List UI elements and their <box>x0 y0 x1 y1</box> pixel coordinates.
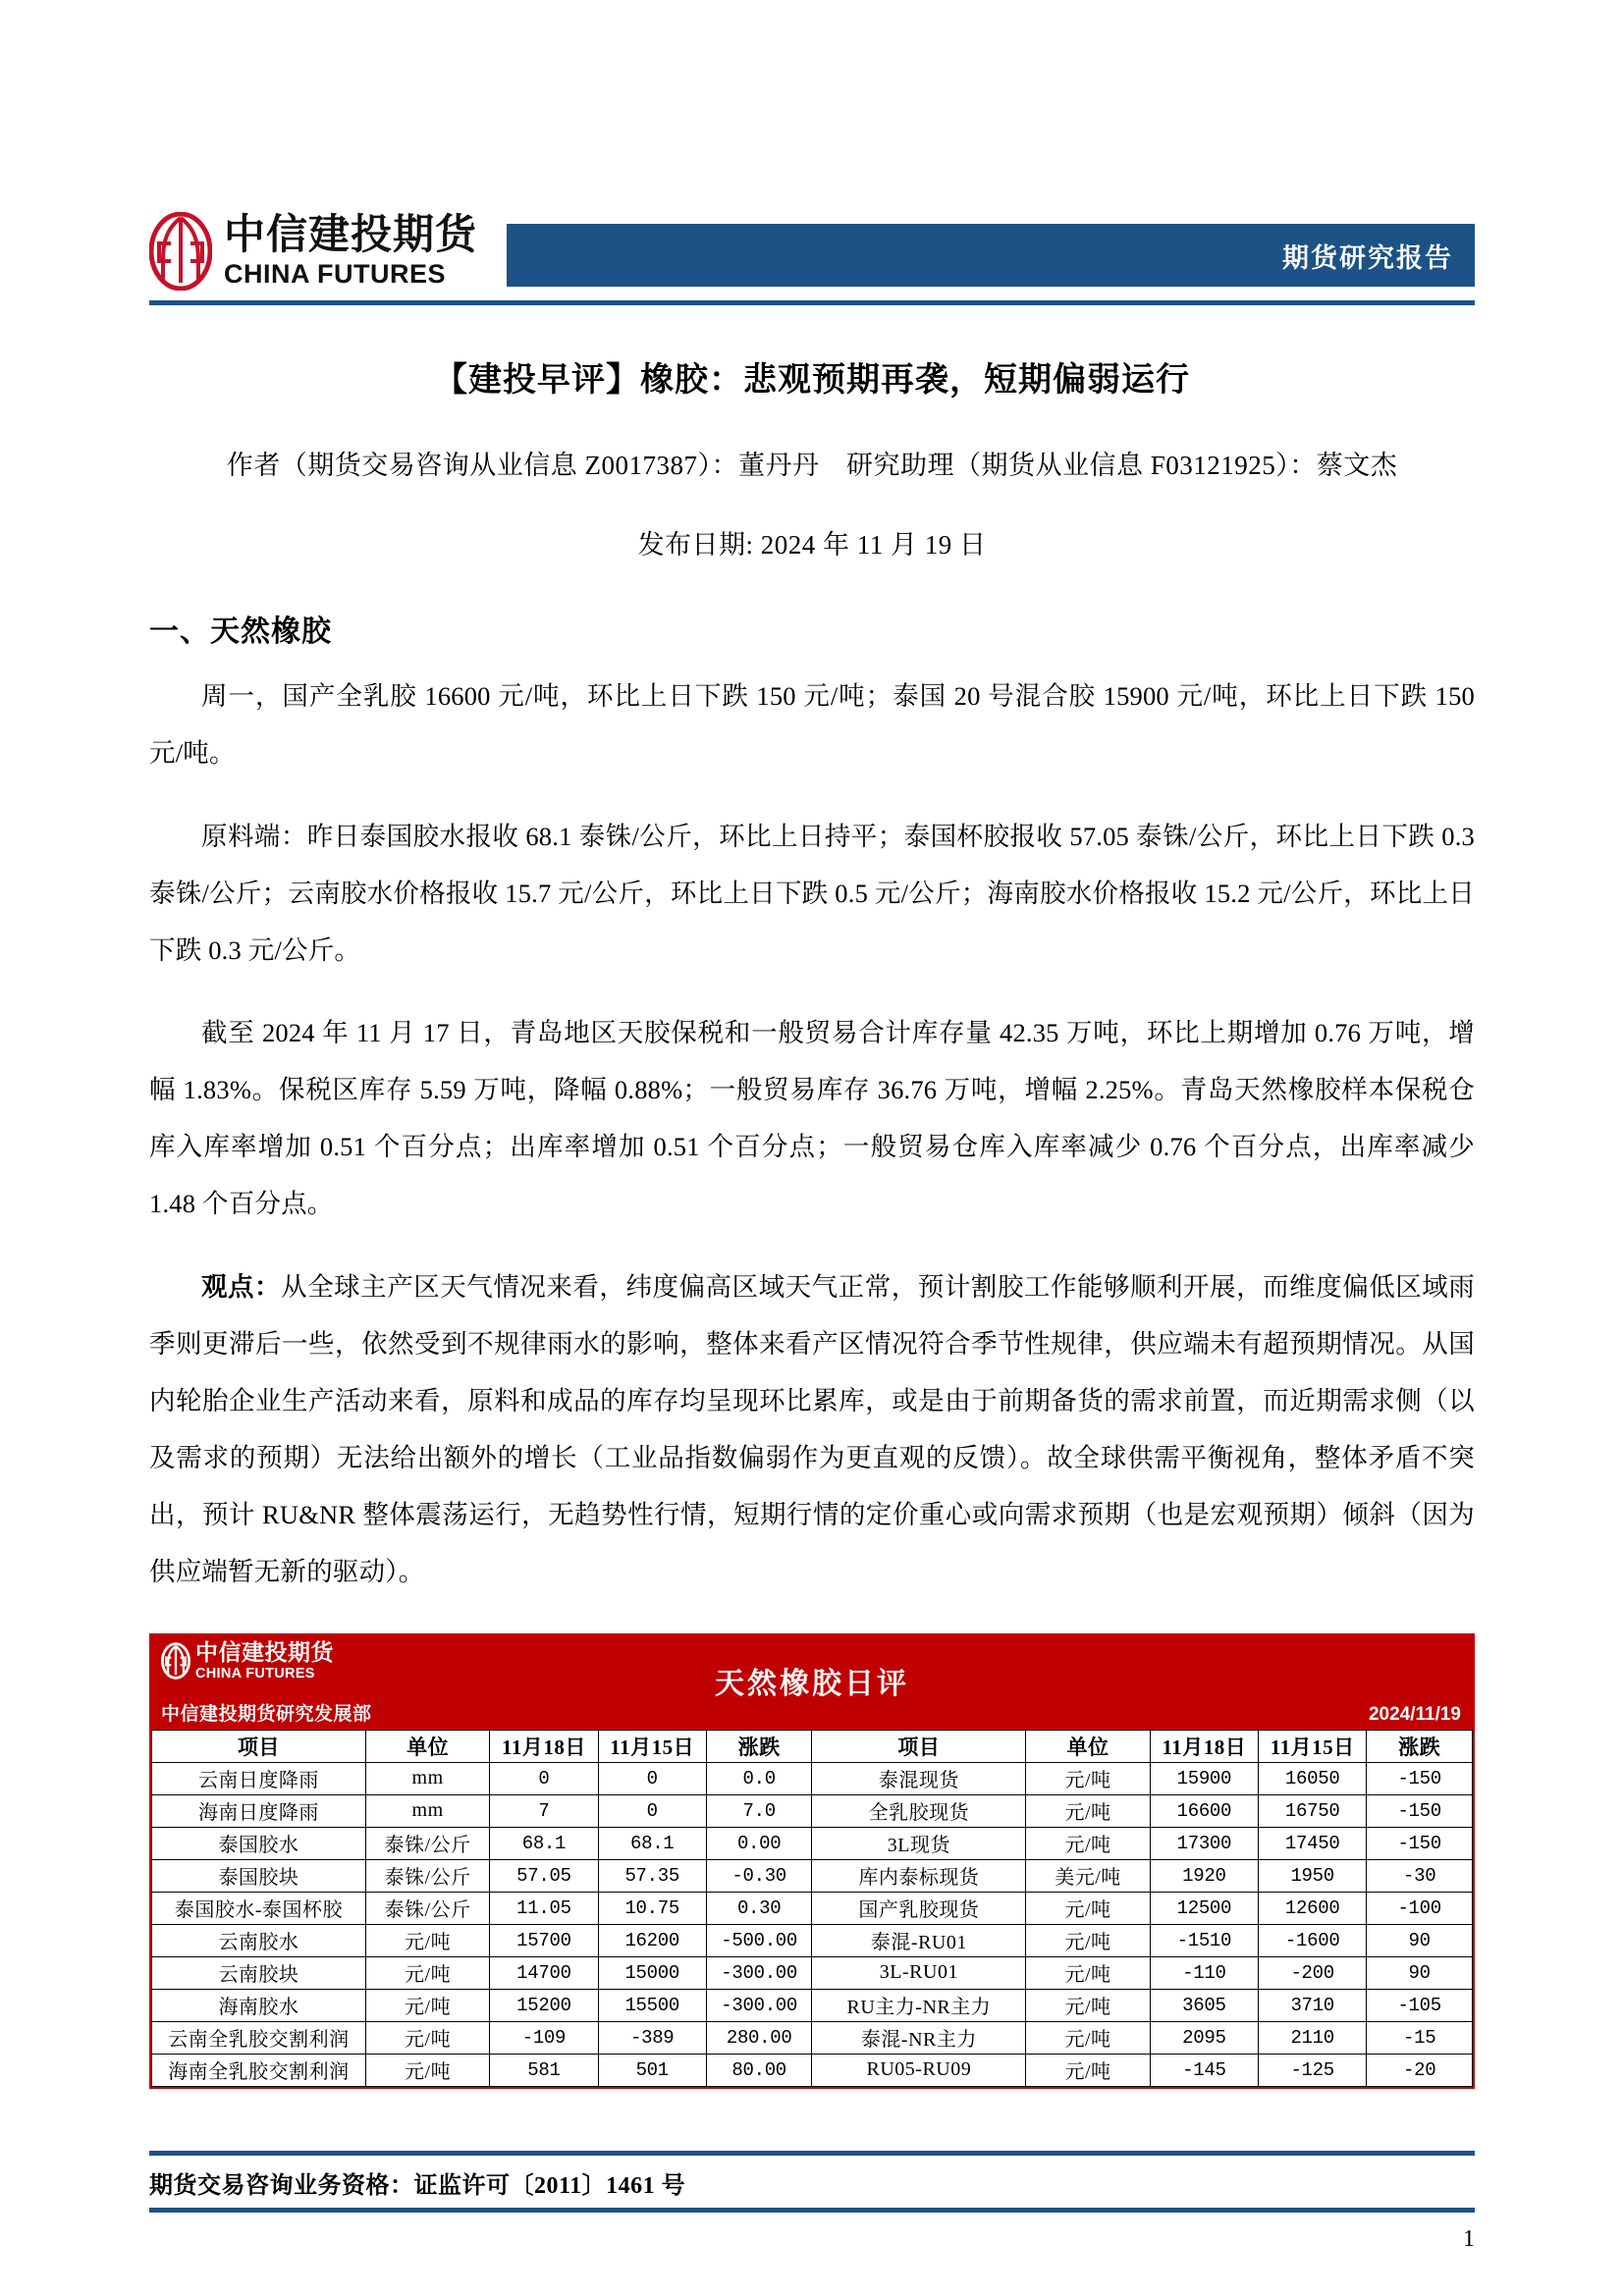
table-date: 2024/11/19 <box>1368 1703 1461 1725</box>
cell-date1: 581 <box>490 2054 598 2086</box>
col-change-left: 涨跌 <box>706 1730 812 1762</box>
table-row <box>152 2054 1473 2086</box>
logo-wordmark <box>224 215 477 288</box>
cell-date1: 68.1 <box>490 1827 598 1859</box>
col-date1-left: 11月18日 <box>490 1730 598 1762</box>
table-body <box>151 1730 1473 2087</box>
col-item-left: 项目 <box>152 1730 366 1762</box>
cell-item: 泰国胶块 <box>152 1859 366 1892</box>
paragraph-inventory <box>149 1004 1475 1232</box>
table-title: 天然橡胶日评 <box>715 1667 909 1700</box>
cell-item: 3L现货 <box>812 1827 1026 1859</box>
cell-unit: 泰铢/公斤 <box>365 1827 489 1859</box>
cell-change: 90 <box>1367 1956 1473 1989</box>
cell-item: 泰国胶水 <box>152 1827 366 1859</box>
cell-date1: 7 <box>490 1794 598 1827</box>
cell-date1: 12500 <box>1150 1892 1258 1924</box>
cell-date1: 3605 <box>1150 1989 1258 2021</box>
cell-unit: 元/吨 <box>1026 1956 1150 1989</box>
cell-date1: 2095 <box>1150 2021 1258 2054</box>
cell-date2: 3710 <box>1259 1989 1367 2021</box>
cell-change: -105 <box>1367 1989 1473 2021</box>
header-divider-rule <box>149 300 1475 305</box>
cell-unit: 泰铢/公斤 <box>365 1859 489 1892</box>
cell-item: 3L-RU01 <box>812 1956 1026 1989</box>
publish-date: 发布日期: 2024 年 11 月 19 日 <box>637 530 987 560</box>
table-logo-wordmark <box>195 1641 334 1682</box>
cell-date1: 1920 <box>1150 1859 1258 1892</box>
paragraph-prices <box>149 667 1475 781</box>
table-header-banner <box>151 1635 1473 1730</box>
cell-item: 泰国胶水-泰国杯胶 <box>152 1892 366 1924</box>
cell-date2: 15500 <box>598 1989 706 2021</box>
logo-chinese-name: 中信建投期货 <box>224 213 478 258</box>
paragraph-text: 周一，国产全乳胶 16600 元/吨，环比上日下跌 150 元/吨；泰国 20 号混合胶 15900 元/吨，环比上日下跌 150 元/吨。 <box>149 681 1475 768</box>
col-item-right: 项目 <box>812 1730 1026 1762</box>
col-unit-left: 单位 <box>365 1730 489 1762</box>
cell-item: 海南胶水 <box>152 1989 366 2021</box>
cell-item: RU主力-NR主力 <box>812 1989 1026 2021</box>
cell-change: -150 <box>1367 1794 1473 1827</box>
cell-change: -300.00 <box>706 1956 812 1989</box>
cell-date1: -1510 <box>1150 1924 1258 1956</box>
cell-date2: 16750 <box>1259 1794 1367 1827</box>
cell-date2: 501 <box>598 2054 706 2086</box>
cell-unit: 元/吨 <box>365 1956 489 1989</box>
cell-change: 90 <box>1367 1924 1473 1956</box>
cell-date2: 0 <box>598 1794 706 1827</box>
cell-unit: 元/吨 <box>1026 2054 1150 2086</box>
cell-change: -30 <box>1367 1859 1473 1892</box>
cell-unit: 元/吨 <box>1026 1892 1150 1924</box>
document-masthead <box>149 179 1475 296</box>
table-header-row <box>152 1730 1473 1762</box>
cell-change: -0.30 <box>706 1859 812 1892</box>
cell-date2: 1950 <box>1259 1859 1367 1892</box>
paragraph-viewpoint <box>149 1258 1475 1600</box>
table-row <box>152 1892 1473 1924</box>
cell-unit: 元/吨 <box>1026 1827 1150 1859</box>
cell-item: 全乳胶现货 <box>812 1794 1026 1827</box>
table-department: 中信建投期货研究发展部 <box>161 1703 372 1725</box>
paragraph-text: 截至 2024 年 11 月 17 日，青岛地区天胶保税和一般贸易合计库存量 42.35 万吨，环比上期增加 0.76 万吨，增幅 1.83%。保税区库存 5.59 万吨，降幅 0.88%；一般贸易库存 36.76 万吨，增幅 2.25%。青岛天然橡胶样本保税仓库入库率增加 0.51 个百分点；出库率增加 0.51 个百分点；一般贸易仓库入库率减少 0.76 个百分点，出库率减少 1.48 个百分点。 <box>149 1018 1475 1218</box>
cell-unit: 元/吨 <box>365 1924 489 1956</box>
logo-english-name: CHINA FUTURES <box>224 259 446 289</box>
cell-change: 0.30 <box>706 1892 812 1924</box>
footer-qualification: 期货交易咨询业务资格：证监许可〔2011〕1461 号 <box>149 2173 686 2199</box>
cell-unit: 元/吨 <box>365 2054 489 2086</box>
table-row <box>152 2021 1473 2054</box>
cell-change: 0.00 <box>706 1827 812 1859</box>
cell-date2: 2110 <box>1259 2021 1367 2054</box>
paragraph-text: 原料端：昨日泰国胶水报收 68.1 泰铢/公斤，环比上日持平；泰国杯胶报收 57.05 泰铢/公斤，环比上日下跌 0.3 泰铢/公斤；云南胶水价格报收 15.7 元/公斤，环比上日下跌 0.5 元/公斤；海南胶水价格报收 15.2 元/公斤，环比上日下跌 0.3 元/公斤。 <box>149 821 1475 965</box>
page-footer <box>149 2151 1475 2253</box>
cell-item: 云南全乳胶交割利润 <box>152 2021 366 2054</box>
cell-date1: 57.05 <box>490 1859 598 1892</box>
citic-futures-logo-icon-small <box>161 1642 190 1680</box>
cell-date2: 57.35 <box>598 1859 706 1892</box>
cell-change: 7.0 <box>706 1794 812 1827</box>
table-row <box>152 1794 1473 1827</box>
cell-date1: 15700 <box>490 1924 598 1956</box>
paragraph-raw-material <box>149 808 1475 979</box>
authors-line: 作者（期货交易咨询从业信息 Z0017387）：董丹丹 研究助理（期货从业信息 F03121925）：蔡文杰 <box>226 451 1398 480</box>
cell-item: 云南日度降雨 <box>152 1762 366 1794</box>
cell-item: 泰混-RU01 <box>812 1924 1026 1956</box>
cell-change: -150 <box>1367 1827 1473 1859</box>
cell-item: 国产乳胶现货 <box>812 1892 1026 1924</box>
cell-unit: 元/吨 <box>365 2021 489 2054</box>
table-row <box>152 1762 1473 1794</box>
cell-date1: 16600 <box>1150 1794 1258 1827</box>
cell-unit: mm <box>365 1762 489 1794</box>
cell-date2: -200 <box>1259 1956 1367 1989</box>
cell-date1: 15200 <box>490 1989 598 2021</box>
daily-review-table <box>149 1633 1475 2089</box>
table-logo-chinese-name: 中信建投期货 <box>195 1639 334 1665</box>
table-row <box>152 1859 1473 1892</box>
header-banner <box>507 224 1475 287</box>
cell-unit: mm <box>365 1794 489 1827</box>
col-date2-left: 11月15日 <box>598 1730 706 1762</box>
page-number: 1 <box>1463 2226 1475 2252</box>
cell-date1: -109 <box>490 2021 598 2054</box>
cell-change: 280.00 <box>706 2021 812 2054</box>
cell-date2: 68.1 <box>598 1827 706 1859</box>
cell-unit: 元/吨 <box>1026 1924 1150 1956</box>
cell-change: -100 <box>1367 1892 1473 1924</box>
table-rows <box>152 1762 1473 2086</box>
table-logo-english-name: CHINA FUTURES <box>195 1665 315 1682</box>
paragraph-text: 从全球主产区天气情况来看，纬度偏高区域天气正常，预计割胶工作能够顺利开展，而维度偏低区域雨季则更滞后一些，依然受到不规律雨水的影响，整体来看产区情况符合季节性规律，供应端未有超预期情况。从国内轮胎企业生产活动来看，原料和成品的库存均呈现环比累库，或是由于前期备货的需求前置，而近期需求侧（以及需求的预期）无法给出额外的增长（工业品指数偏弱作为更直观的反馈）。故全球供需平衡视角，整体矛盾不突出，预计 RU&NR 整体震荡运行，无趋势性行情，短期行情的定价重心或向需求预期（也是宏观预期）倾斜（因为供应端暂无新的驱动）。 <box>149 1271 1476 1586</box>
cell-item: RU05-RU09 <box>812 2054 1026 2086</box>
citic-futures-logo-icon <box>149 212 212 291</box>
table-row <box>152 1924 1473 1956</box>
cell-date2: 16050 <box>1259 1762 1367 1794</box>
cell-date2: -125 <box>1259 2054 1367 2086</box>
cell-item: 海南日度降雨 <box>152 1794 366 1827</box>
table-row <box>152 1989 1473 2021</box>
cell-date2: 0 <box>598 1762 706 1794</box>
cell-change: -20 <box>1367 2054 1473 2086</box>
cell-change: 0.0 <box>706 1762 812 1794</box>
col-date1-right: 11月18日 <box>1150 1730 1258 1762</box>
cell-unit: 美元/吨 <box>1026 1859 1150 1892</box>
cell-change: -500.00 <box>706 1924 812 1956</box>
company-logo <box>149 212 477 296</box>
cell-unit: 元/吨 <box>365 1989 489 2021</box>
cell-date1: 0 <box>490 1762 598 1794</box>
cell-unit: 泰铢/公斤 <box>365 1892 489 1924</box>
cell-date2: 10.75 <box>598 1892 706 1924</box>
cell-date2: -1600 <box>1259 1924 1367 1956</box>
page-title: 【建投早评】橡胶：悲观预期再袭，短期偏弱运行 <box>434 362 1190 399</box>
section-heading-natural-rubber: 一、天然橡胶 <box>149 615 332 648</box>
cell-change: 80.00 <box>706 2054 812 2086</box>
cell-date1: -145 <box>1150 2054 1258 2086</box>
cell-change: -300.00 <box>706 1989 812 2021</box>
cell-unit: 元/吨 <box>1026 2021 1150 2054</box>
cell-item: 云南胶水 <box>152 1924 366 1956</box>
cell-date2: 17450 <box>1259 1827 1367 1859</box>
cell-change: -15 <box>1367 2021 1473 2054</box>
header-banner-label: 期货研究报告 <box>1282 242 1453 273</box>
col-unit-right: 单位 <box>1026 1730 1150 1762</box>
cell-date2: 16200 <box>598 1924 706 1956</box>
table-row <box>152 1827 1473 1859</box>
cell-date2: -389 <box>598 2021 706 2054</box>
viewpoint-lead-label: 观点： <box>201 1271 282 1302</box>
cell-date1: -110 <box>1150 1956 1258 1989</box>
cell-item: 海南全乳胶交割利润 <box>152 2054 366 2086</box>
cell-item: 云南胶块 <box>152 1956 366 1989</box>
cell-date1: 11.05 <box>490 1892 598 1924</box>
col-change-right: 涨跌 <box>1367 1730 1473 1762</box>
table-row <box>152 1956 1473 1989</box>
cell-item: 库内泰标现货 <box>812 1859 1026 1892</box>
cell-change: -150 <box>1367 1762 1473 1794</box>
cell-unit: 元/吨 <box>1026 1794 1150 1827</box>
col-date2-right: 11月15日 <box>1259 1730 1367 1762</box>
cell-item: 泰混-NR主力 <box>812 2021 1026 2054</box>
cell-date1: 14700 <box>490 1956 598 1989</box>
table-logo <box>161 1641 334 1682</box>
cell-date1: 17300 <box>1150 1827 1258 1859</box>
cell-unit: 元/吨 <box>1026 1989 1150 2021</box>
cell-date2: 12600 <box>1259 1892 1367 1924</box>
cell-item: 泰混现货 <box>812 1762 1026 1794</box>
cell-unit: 元/吨 <box>1026 1762 1150 1794</box>
cell-date1: 15900 <box>1150 1762 1258 1794</box>
cell-date2: 15000 <box>598 1956 706 1989</box>
